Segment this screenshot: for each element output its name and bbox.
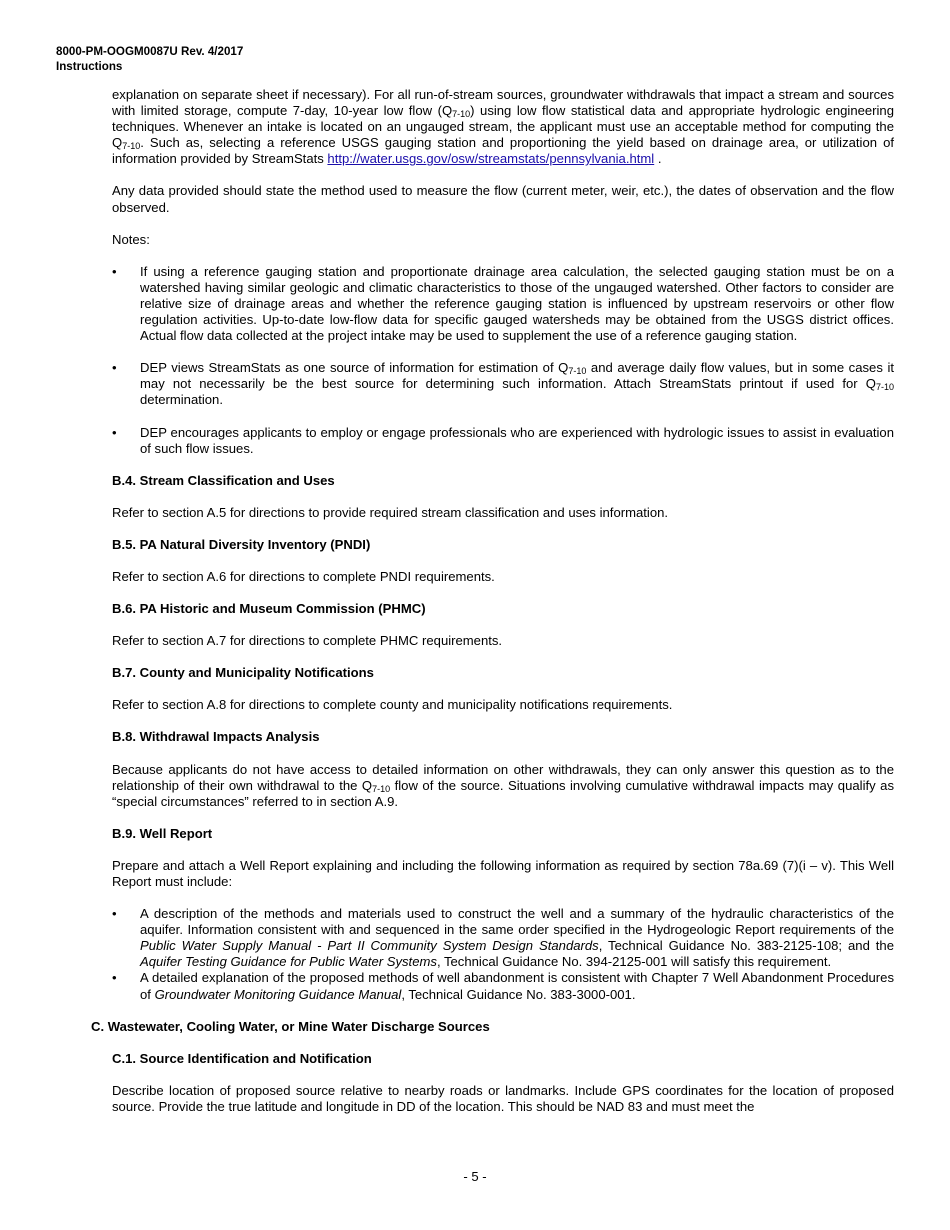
document-type: Instructions bbox=[56, 60, 123, 73]
section-text-b7: Refer to section A.8 for directions to complete county and municipality notifications requirements. bbox=[112, 697, 673, 713]
section-heading-b6: B.6. PA Historic and Museum Commission (PHMC) bbox=[112, 601, 426, 617]
list-item: • A description of the methods and materials used to construct the well and a summary of the hydraulic characteristics of the aquifer. Information consistent with and sequenced in the same order specified in the Hydrogeologic Report requirements of the Public Water Supply Manual - Part II Community System Design Standards, Technical Guidance No. 383-2125-108; and the Aquifer Testing Guidance for Public Water Systems, Technical Guidance No. 394-2125-001 will satisfy this requirement. bbox=[112, 906, 894, 970]
notes-list bbox=[112, 264, 894, 457]
section-text-b6: Refer to section A.7 for directions to complete PHMC requirements. bbox=[112, 633, 503, 649]
streamstats-link[interactable]: http://water.usgs.gov/osw/streamstats/pennsylvania.html bbox=[327, 151, 655, 167]
bullet-icon: • bbox=[112, 970, 117, 986]
section-text-c1: Describe location of proposed source relative to nearby roads or landmarks. Include GPS coordinates for the location of proposed source. Provide the true latitude and longitude in DD of the location. This should be NAD 83 and must meet the bbox=[112, 1082, 894, 1114]
document-header bbox=[56, 44, 243, 74]
section-heading-b9: B.9. Well Report bbox=[112, 825, 213, 841]
section-heading-b4: B.4. Stream Classification and Uses bbox=[112, 472, 335, 488]
list-item: • DEP encourages applicants to employ or engage professionals who are experienced with hydrologic issues to assist in evaluation of such flow issues. bbox=[112, 424, 894, 456]
section-text-b9: Prepare and attach a Well Report explaining and including the following information as required by section 78a.69 (7)(i – v). This Well Report must include: bbox=[112, 857, 894, 889]
list-item: • A detailed explanation of the proposed methods of well abandonment is consistent with Chapter 7 Well Abandonment Procedures of Groundwater Monitoring Guidance Manual, Technical Guidance No. 383-3000-001. bbox=[112, 970, 894, 1002]
section-heading-c: C. Wastewater, Cooling Water, or Mine Water Discharge Sources bbox=[91, 1018, 490, 1034]
well-report-list bbox=[112, 906, 894, 1003]
page-number: - 5 - bbox=[463, 1169, 487, 1184]
intro-paragraph: explanation on separate sheet if necessary). For all run-of-stream sources, groundwater withdrawals that impact a stream and sources with limited storage, compute 7-day, 10-year low flow $(Q_{7-10})$ using low flow statistical data and appropriate hydrologic engineering techniques. Whenever an intake is located on an ungauged stream, the applicant must use an acceptable method for computing the $Q_{7-10}$. Such as, selecting a reference USGS gauging station and proportioning the yield based on drainage area, or utilization of information provided by StreamStats http://water.usgs.gov/osw/streamstats/pennsylvania.html . bbox=[112, 87, 894, 167]
section-heading-b7: B.7. County and Municipality Notifications bbox=[112, 665, 374, 681]
list-item: • If using a reference gauging station and proportionate drainage area calculation, the selected gauging station must be on a watershed having similar geologic and climatic characteristics to those of the ungauged watershed. Other factors to consider are relative size of drainage areas and whether the reference gauging station is influenced by upstream reservoirs or other flow regulation activities. Up-to-date low-flow data for specific gauged watersheds may be obtained from the USGS district offices. Actual flow data collected at the project intake may be used to supplement the use of a reference gauging station. bbox=[112, 263, 894, 344]
flow-method-paragraph: Any data provided should state the method used to measure the flow (current meter, weir, etc.), the dates of observation and the flow observed. bbox=[112, 183, 894, 215]
section-text-b5: Refer to section A.6 for directions to complete PNDI requirements. bbox=[112, 568, 495, 584]
section-heading-b8: B.8. Withdrawal Impacts Analysis bbox=[112, 729, 320, 745]
page-body bbox=[91, 87, 894, 1115]
list-item: • DEP views StreamStats as one source of information for estimation of $Q_{7-10}$ and average daily flow values, but in some cases it may not necessarily be the best source for determining such information. Attach StreamStats printout if used for $Q_{7-10}$ determination. bbox=[112, 360, 894, 408]
section-text-b8: Because applicants do not have access to detailed information on other withdrawals, they can only answer this question as to the relationship of their own withdrawal to the $Q_{7-10}$ flow of the source. Situations involving cumulative withdrawal impacts may qualify as “special circumstances” referred to in section A.9. bbox=[112, 761, 894, 809]
bullet-icon: • bbox=[112, 263, 117, 279]
bullet-icon: • bbox=[112, 906, 117, 922]
form-number: 8000-PM-OOGM0087U Rev. 4/2017 bbox=[56, 45, 244, 58]
section-heading-b5: B.5. PA Natural Diversity Inventory (PNDI) bbox=[112, 536, 371, 552]
section-heading-c1: C.1. Source Identification and Notification bbox=[112, 1050, 372, 1066]
notes-label: Notes: bbox=[112, 231, 150, 247]
bullet-icon: • bbox=[112, 424, 117, 440]
section-text-b4: Refer to section A.5 for directions to provide required stream classification and uses information. bbox=[112, 504, 669, 520]
bullet-icon: • bbox=[112, 360, 117, 376]
